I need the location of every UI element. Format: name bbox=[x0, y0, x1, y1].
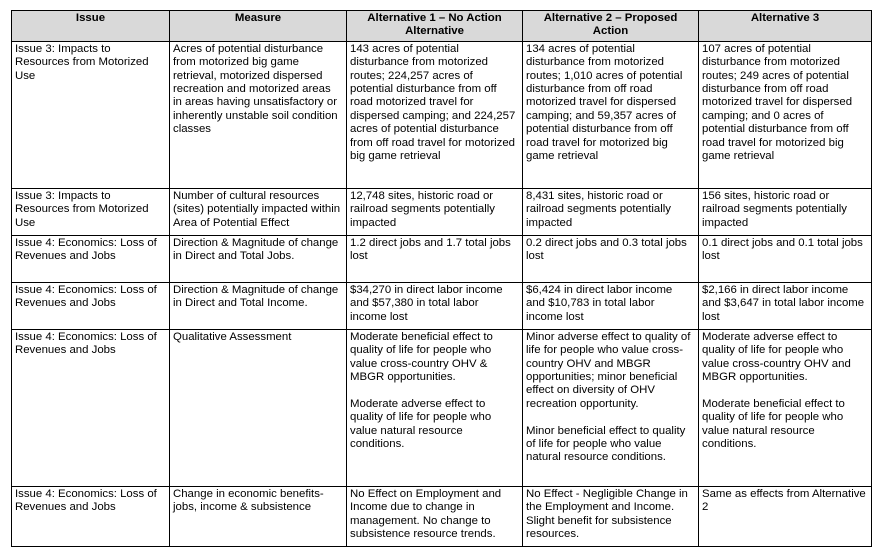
cell-paragraph: 8,431 sites, historic road or railroad segments potentially impacted bbox=[526, 189, 675, 229]
cell-alternative-3 bbox=[699, 41, 872, 188]
cell-paragraph: $34,270 in direct labor income and $57,380 in total labor income lost bbox=[350, 283, 506, 323]
cell-issue: Issue 4: Economics: Loss of Revenues and Jobs bbox=[12, 235, 170, 282]
cell-measure: Change in economic benefits-jobs, income & subsistence bbox=[170, 486, 347, 546]
header-measure: Measure bbox=[170, 11, 347, 42]
cell-paragraph: No Effect - Negligible Change in the Employment and Income. Slight benefit for subsistence resources. bbox=[526, 487, 692, 541]
cell-paragraph: 12,748 sites, historic road or railroad segments potentially impacted bbox=[350, 189, 499, 229]
cell-alternative-3 bbox=[699, 188, 872, 235]
cell-paragraph: Minor adverse effect to quality of life for people who value cross-country OHV and MBGR opportunities; minor beneficial effect on diversity of OHV recreation opportunity. bbox=[526, 330, 694, 410]
table-row bbox=[12, 282, 872, 329]
cell-alternative-1 bbox=[347, 188, 523, 235]
cell-alternative-2 bbox=[523, 486, 699, 546]
header-issue: Issue bbox=[12, 11, 170, 42]
cell-paragraph: 0.1 direct jobs and 0.1 total jobs lost bbox=[702, 236, 867, 263]
cell-paragraph: Moderate beneficial effect to quality of life for people who value cross-country OHV & MBGR opportunities. bbox=[350, 330, 497, 384]
cell-alternative-1 bbox=[347, 41, 523, 188]
table-row bbox=[12, 486, 872, 546]
cell-measure: Acres of potential disturbance from motorized big game retrieval, motorized dispersed recreation and motorized areas in areas having unsatisfactory or inherently unstable soil condition classes bbox=[170, 41, 347, 188]
cell-paragraph: No Effect on Employment and Income due to change in management. No change to subsistence resource trends. bbox=[350, 487, 505, 541]
cell-issue: Issue 3: Impacts to Resources from Motorized Use bbox=[12, 41, 170, 188]
cell-paragraph: Same as effects from Alternative 2 bbox=[702, 487, 869, 514]
cell-measure: Number of cultural resources (sites) potentially impacted within Area of Potential Effect bbox=[170, 188, 347, 235]
cell-alternative-2 bbox=[523, 235, 699, 282]
cell-alternative-1 bbox=[347, 282, 523, 329]
table-row bbox=[12, 329, 872, 486]
alternatives-comparison-table bbox=[11, 10, 872, 547]
cell-alternative-2 bbox=[523, 188, 699, 235]
cell-paragraph: 134 acres of potential disturbance from motorized routes; 1,010 acres of potential disturbance from off road motorized travel for dispersed camping; and 59,357 acres of potential disturbance from off road travel for motorized big game retrieval bbox=[526, 42, 686, 163]
table-row bbox=[12, 235, 872, 282]
cell-alternative-3 bbox=[699, 329, 872, 486]
cell-measure: Direction & Magnitude of change in Direct and Total Income. bbox=[170, 282, 347, 329]
cell-issue: Issue 4: Economics: Loss of Revenues and Jobs bbox=[12, 329, 170, 486]
cell-alternative-2 bbox=[523, 41, 699, 188]
table-header-row bbox=[12, 11, 872, 42]
cell-alternative-1 bbox=[347, 329, 523, 486]
cell-paragraph: Minor beneficial effect to quality of life for people who value natural resource conditions. bbox=[526, 424, 689, 464]
cell-paragraph: $2,166 in direct labor income and $3,647 in total labor income lost bbox=[702, 283, 868, 323]
cell-paragraph: Moderate beneficial effect to quality of life for people who value natural resource conditions. bbox=[702, 397, 849, 451]
cell-paragraph: 107 acres of potential disturbance from motorized routes; 249 acres of potential disturbance from off road motorized travel for dispersed camping; and 0 acres of potential disturbance from off road travel for motorized big game retrieval bbox=[702, 42, 856, 163]
cell-issue: Issue 4: Economics: Loss of Revenues and Jobs bbox=[12, 282, 170, 329]
cell-paragraph: Moderate adverse effect to quality of life for people who value natural resource conditions. bbox=[350, 397, 495, 451]
cell-measure: Direction & Magnitude of change in Direct and Total Jobs. bbox=[170, 235, 347, 282]
cell-issue: Issue 4: Economics: Loss of Revenues and Jobs bbox=[12, 486, 170, 546]
cell-alternative-1 bbox=[347, 235, 523, 282]
cell-alternative-3 bbox=[699, 486, 872, 546]
header-alternative-1: Alternative 1 – No Action Alternative bbox=[347, 11, 523, 42]
table-row bbox=[12, 41, 872, 188]
table-row bbox=[12, 188, 872, 235]
header-alternative-2: Alternative 2 – Proposed Action bbox=[523, 11, 699, 42]
comparison-table-container bbox=[11, 10, 872, 547]
cell-paragraph: Moderate adverse effect to quality of life for people who value cross-country OHV and MBGR opportunities. bbox=[702, 330, 854, 384]
cell-paragraph: 156 sites, historic road or railroad segments potentially impacted bbox=[702, 189, 851, 229]
cell-paragraph: $6,424 in direct labor income and $10,783 in total labor income lost bbox=[526, 283, 676, 323]
cell-alternative-2 bbox=[523, 282, 699, 329]
cell-paragraph: 1.2 direct jobs and 1.7 total jobs lost bbox=[350, 236, 515, 263]
cell-measure: Qualitative Assessment bbox=[170, 329, 347, 486]
cell-alternative-2 bbox=[523, 329, 699, 486]
cell-alternative-3 bbox=[699, 235, 872, 282]
cell-alternative-1 bbox=[347, 486, 523, 546]
cell-alternative-3 bbox=[699, 282, 872, 329]
cell-paragraph: 0.2 direct jobs and 0.3 total jobs lost bbox=[526, 236, 691, 263]
cell-issue: Issue 3: Impacts to Resources from Motorized Use bbox=[12, 188, 170, 235]
cell-paragraph: 143 acres of potential disturbance from motorized routes; 224,257 acres of potential disturbance from off road motorized travel for dispersed camping; and 224,257 acres of potential disturbance from off road travel for motorized big game retrieval bbox=[350, 42, 519, 163]
header-alternative-3: Alternative 3 bbox=[699, 11, 872, 42]
